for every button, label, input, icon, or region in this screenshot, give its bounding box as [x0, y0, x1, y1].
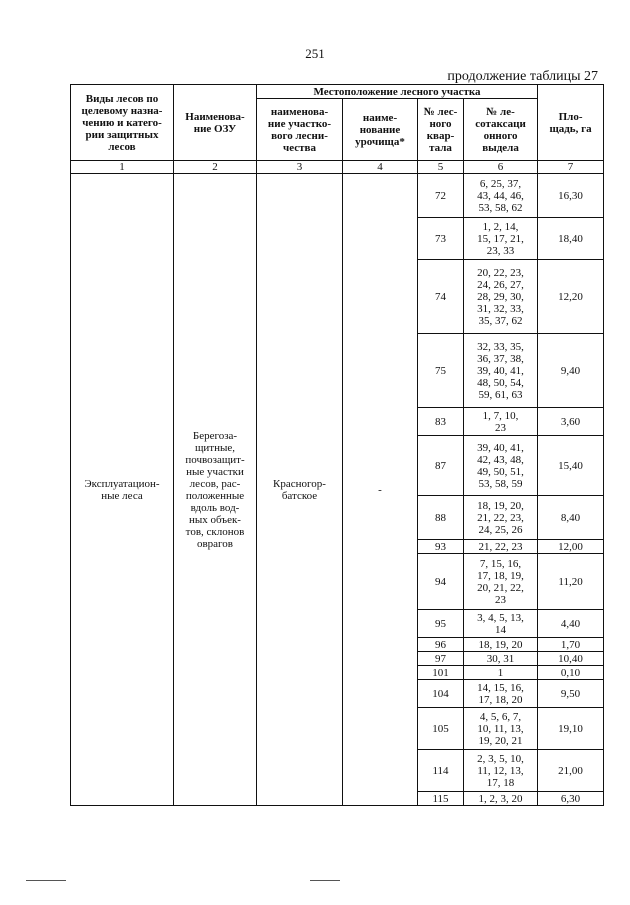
- header-area: Пло- щадь, га: [538, 85, 604, 161]
- area-cell: 21,00: [538, 750, 604, 792]
- column-numbers-row: [71, 161, 604, 174]
- header-forestry: наименова- ние участко- вого лесни- чества: [257, 99, 343, 161]
- column-number: 5: [418, 161, 464, 174]
- vydel-cell: 14, 15, 16, 17, 18, 20: [464, 680, 538, 708]
- vydel-cell: 18, 19, 20: [464, 638, 538, 652]
- area-cell: 10,40: [538, 652, 604, 666]
- kvartal-cell: 104: [418, 680, 464, 708]
- area-cell: 8,40: [538, 496, 604, 540]
- kvartal-cell: 94: [418, 554, 464, 610]
- table-continuation-label: продолжение таблицы 27: [447, 69, 598, 84]
- column-number: 3: [257, 161, 343, 174]
- kvartal-cell: 95: [418, 610, 464, 638]
- footer-scan-marks: [20, 880, 620, 890]
- area-cell: 11,20: [538, 554, 604, 610]
- forest-plots-table: [70, 84, 604, 806]
- area-cell: 15,40: [538, 436, 604, 496]
- kvartal-cell: 73: [418, 218, 464, 260]
- header-vydel: № ле- сотаксаци онного выдела: [464, 99, 538, 161]
- area-cell: 0,10: [538, 666, 604, 680]
- column-number: 1: [71, 161, 174, 174]
- table-row: [71, 174, 604, 218]
- area-cell: 6,30: [538, 792, 604, 806]
- kvartal-cell: 101: [418, 666, 464, 680]
- area-cell: 18,40: [538, 218, 604, 260]
- merged-forest-type: Эксплуатацион- ные леса: [71, 174, 174, 806]
- vydel-cell: 39, 40, 41, 42, 43, 48, 49, 50, 51, 53, 58, 59: [464, 436, 538, 496]
- merged-forestry: Красногор- батское: [257, 174, 343, 806]
- kvartal-cell: 72: [418, 174, 464, 218]
- vydel-cell: 1, 2, 14, 15, 17, 21, 23, 33: [464, 218, 538, 260]
- vydel-cell: 4, 5, 6, 7, 10, 11, 13, 19, 20, 21: [464, 708, 538, 750]
- vydel-cell: 21, 22, 23: [464, 540, 538, 554]
- header-location-group: Местоположение лесного участка: [257, 85, 538, 99]
- kvartal-cell: 87: [418, 436, 464, 496]
- vydel-cell: 1, 2, 3, 20: [464, 792, 538, 806]
- vydel-cell: 1, 7, 10, 23: [464, 408, 538, 436]
- merged-ozu-name: Берегоза- щитные, почвозащит- ные участки лесов, рас- положенные вдоль вод- ных объек- тов, склонов оврагов: [174, 174, 257, 806]
- column-number: 6: [464, 161, 538, 174]
- kvartal-cell: 88: [418, 496, 464, 540]
- area-cell: 19,10: [538, 708, 604, 750]
- column-number: 7: [538, 161, 604, 174]
- vydel-cell: 1: [464, 666, 538, 680]
- header-ozu-name: Наименова- ние ОЗУ: [174, 85, 257, 161]
- kvartal-cell: 96: [418, 638, 464, 652]
- kvartal-cell: 83: [418, 408, 464, 436]
- header-forest-type: Виды лесов по целевому назна- чению и катего- рии защитных лесов: [71, 85, 174, 161]
- area-cell: 9,40: [538, 334, 604, 408]
- page-number: 251: [305, 46, 325, 61]
- merged-tract: -: [343, 174, 418, 806]
- kvartal-cell: 114: [418, 750, 464, 792]
- vydel-cell: 18, 19, 20, 21, 22, 23, 24, 25, 26: [464, 496, 538, 540]
- area-cell: 9,50: [538, 680, 604, 708]
- area-cell: 1,70: [538, 638, 604, 652]
- kvartal-cell: 115: [418, 792, 464, 806]
- kvartal-cell: 105: [418, 708, 464, 750]
- vydel-cell: 6, 25, 37, 43, 44, 46, 53, 58, 62: [464, 174, 538, 218]
- area-cell: 4,40: [538, 610, 604, 638]
- header-kvartal: № лес- ного квар- тала: [418, 99, 464, 161]
- area-cell: 12,00: [538, 540, 604, 554]
- column-number: 2: [174, 161, 257, 174]
- area-cell: 16,30: [538, 174, 604, 218]
- kvartal-cell: 75: [418, 334, 464, 408]
- area-cell: 3,60: [538, 408, 604, 436]
- kvartal-cell: 74: [418, 260, 464, 334]
- area-cell: 12,20: [538, 260, 604, 334]
- vydel-cell: 20, 22, 23, 24, 26, 27, 28, 29, 30, 31, 32, 33, 35, 37, 62: [464, 260, 538, 334]
- vydel-cell: 3, 4, 5, 13, 14: [464, 610, 538, 638]
- kvartal-cell: 97: [418, 652, 464, 666]
- vydel-cell: 7, 15, 16, 17, 18, 19, 20, 21, 22, 23: [464, 554, 538, 610]
- vydel-cell: 32, 33, 35, 36, 37, 38, 39, 40, 41, 48, 50, 54, 59, 61, 63: [464, 334, 538, 408]
- header-tract: наиме- нование урочища*: [343, 99, 418, 161]
- column-number: 4: [343, 161, 418, 174]
- vydel-cell: 30, 31: [464, 652, 538, 666]
- vydel-cell: 2, 3, 5, 10, 11, 12, 13, 17, 18: [464, 750, 538, 792]
- kvartal-cell: 93: [418, 540, 464, 554]
